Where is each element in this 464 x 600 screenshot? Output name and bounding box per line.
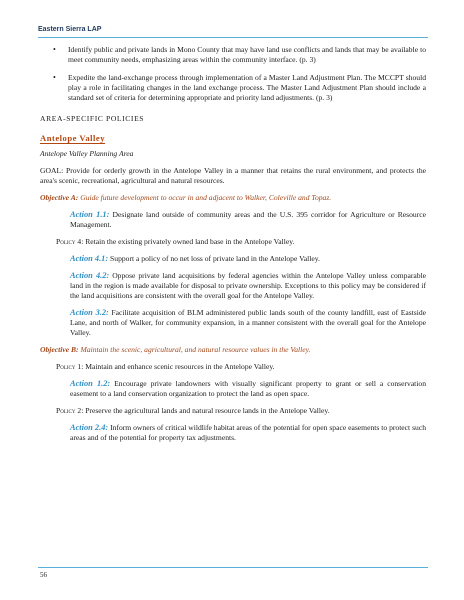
action-label: Action 2.4: — [70, 423, 109, 432]
bullet-icon: • — [53, 73, 56, 82]
action-text: Encourage private landowners with visually significant property to grant or sell a conservation easement to a land conservation organization to protect the land as open space. — [70, 379, 426, 398]
region-title: Antelope Valley — [40, 133, 106, 143]
policy-text: 1: Maintain and enhance scenic resources in the Antelope Valley. — [75, 362, 275, 371]
action-label: Action 4.1: — [70, 254, 109, 263]
footer-rule — [38, 567, 428, 568]
policy-4 — [56, 237, 426, 247]
action-text: Facilitate acquisition of BLM administered public lands south of the county landfill, east of Eastside Lane, and north of Walker, for community expansion, in a manner consistent with the overall goal for the Antelope Valley. — [70, 308, 426, 337]
policy-2 — [56, 406, 426, 416]
page-number: 56 — [40, 571, 47, 579]
objective-text: Guide future development to occur in and adjacent to Walker, Coleville and Topaz. — [78, 193, 332, 202]
bullet-item — [40, 73, 426, 103]
action-label: Action 1.1: — [70, 210, 110, 219]
action-text: Support a policy of no net loss of private land in the Antelope Valley. — [108, 254, 320, 263]
objective-label: Objective B: — [40, 345, 79, 354]
header-rule — [38, 37, 428, 38]
action-text: Inform owners of critical wildlife habitat areas of the potential for open space easements to protect such areas and of the potential for property tax adjustments. — [70, 423, 427, 442]
objective-label: Objective A: — [40, 193, 79, 202]
policy-1 — [56, 362, 426, 372]
policy-text: 2: Preserve the agricultural lands and natural resource lands in the Antelope Valley. — [75, 406, 330, 415]
bullet-text: Expedite the land-exchange process through implementation of a Master Land Adjustment Plan. The MCCPT should play a role in facilitating changes in the land exchange process. The Master Land Adjustment Plan should include a standard set of criteria for determining appropriate and priority land adjustments. (p. 3) — [68, 73, 426, 102]
action-label: Action 3.2: — [70, 308, 109, 317]
planning-area-title: Antelope Valley Planning Area — [40, 149, 134, 158]
bullet-icon: • — [53, 45, 56, 54]
action-2-4 — [70, 423, 426, 443]
page-body — [40, 45, 426, 450]
policy-text: 4: Retain the existing privately owned land base in the Antelope Valley. — [75, 237, 295, 246]
objective-a — [40, 193, 426, 203]
action-1-1 — [70, 210, 426, 230]
action-4-2 — [70, 271, 426, 301]
running-header: Eastern Sierra LAP — [38, 26, 102, 33]
goal-statement: GOAL: Provide for orderly growth in the Antelope Valley in a manner that retains the rural environment, and protects the area's scenic, recreational, agricultural and natural resources. — [40, 166, 426, 185]
bullet-item — [40, 45, 426, 65]
section-heading: AREA-SPECIFIC POLICIES — [40, 114, 145, 123]
policy-prefix: Policy — [56, 362, 76, 371]
policy-prefix: Policy — [56, 406, 76, 415]
action-text: Designate land outside of community areas and the U.S. 395 corridor for Agriculture or Resource Management. — [70, 210, 426, 229]
policy-prefix: Policy — [56, 237, 76, 246]
action-text: Oppose private land acquisitions by federal agencies within the Antelope Valley unless comparable land in the region is made available for disposal to private ownership. Exceptions to this policy may be considered if the land acquisitions are consistent with the overall goal for the Antelope Valley. — [70, 271, 427, 300]
action-label: Action 1.2: — [70, 379, 111, 388]
action-4-1 — [70, 254, 426, 264]
action-label: Action 4.2: — [70, 271, 110, 280]
objective-b — [40, 345, 426, 355]
bullet-text: Identify public and private lands in Mono County that may have land use conflicts and lands that may be available to meet community needs, emphasizing areas within the community interface. (p. 3) — [68, 45, 426, 64]
action-1-2 — [70, 379, 426, 399]
objective-text: Maintain the scenic, agricultural, and natural resource values in the Valley. — [78, 345, 311, 354]
action-3-2 — [70, 308, 426, 338]
